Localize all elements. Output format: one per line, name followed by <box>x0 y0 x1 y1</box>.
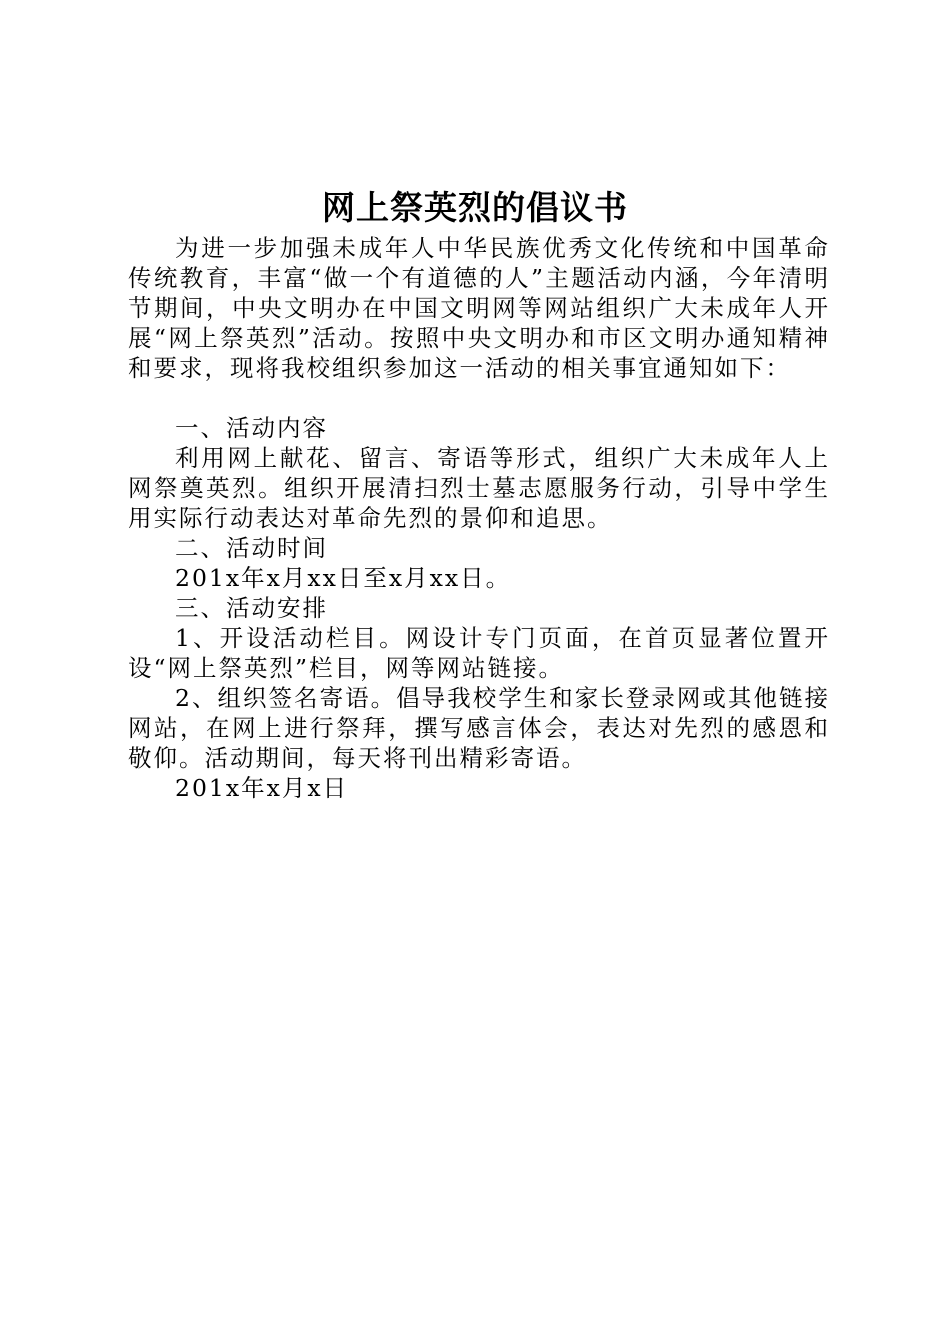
paragraph-spacer <box>128 383 830 413</box>
document-date: 201x年x月x日 <box>175 774 349 802</box>
section1-heading: 一、活动内容 <box>175 414 328 442</box>
section2-heading: 二、活动时间 <box>175 534 328 562</box>
section1-paragraph: 利用网上献花、留言、寄语等形式，组织广大未成年人上网祭奠英烈。组织开展清扫烈士墓志愿服务行动，引导中学生用实际行动表达对革命先烈的景仰和追思。 <box>128 444 830 532</box>
document-body <box>128 233 830 803</box>
section3-item2: 2、组织签名寄语。倡导我校学生和家长登录网或其他链接网站，在网上进行祭拜，撰写感言体会，表达对先烈的感恩和敬仰。活动期间，每天将刊出精彩寄语。 <box>128 684 830 772</box>
intro-paragraph: 为进一步加强未成年人中华民族优秀文化传统和中国革命传统教育，丰富“做一个有道德的人”主题活动内涵，今年清明节期间，中央文明办在中国文明网等网站组织广大未成年人开展“网上祭英烈”活动。按照中央文明办和市区文明办通知精神和要求，现将我校组织参加这一活动的相关事宜通知如下： <box>128 234 830 382</box>
section3-item1: 1、开设活动栏目。网设计专门页面，在首页显著位置开设“网上祭英烈”栏目，网等网站链接。 <box>128 624 830 682</box>
section2-paragraph: 201x年x月xx日至x月xx日。 <box>175 564 512 592</box>
document-title: 网上祭英烈的倡议书 <box>322 188 628 227</box>
section3-heading: 三、活动安排 <box>175 594 328 622</box>
